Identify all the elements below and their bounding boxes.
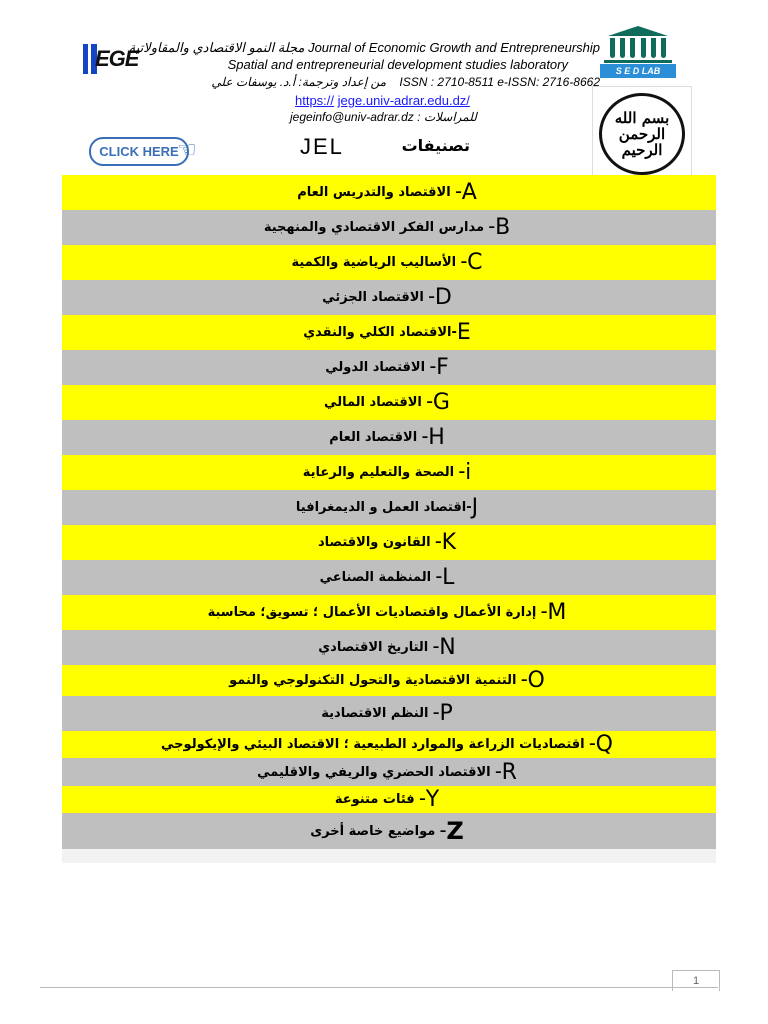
jel-code: A <box>461 180 477 205</box>
sed-lab-text: S E D LAB <box>600 64 676 78</box>
jel-code: Y <box>425 787 440 812</box>
pointing-hand-icon: ☜ <box>177 138 197 163</box>
jel-description: – الاقتصاد الحضري والريفي والاقليمي <box>257 764 502 780</box>
lab-name-line: Spatial and entrepreneurial development studies laboratory <box>227 57 568 72</box>
jel-code: N <box>439 635 456 660</box>
jel-description: – فئات متنوعة <box>334 792 426 807</box>
jel-description: – القانون والاقتصاد <box>317 535 442 550</box>
jel-code: F <box>436 355 449 380</box>
jel-description: – المنظمة الصناعي <box>319 570 443 585</box>
contact-email: jegeinfo@univ-adrar.dz : <box>290 110 421 124</box>
jel-row-q <box>62 731 716 758</box>
jel-classification-table <box>62 175 716 863</box>
jel-row-z <box>62 813 716 849</box>
author-credit: من إعداد وترجمة: أ.د. يوسفات علي <box>211 75 387 89</box>
jel-row-k <box>62 525 716 560</box>
jel-description: – الاقتصاد والتدريس العام <box>297 185 462 200</box>
link-url[interactable]: jege.univ-adrar.edu.dz/ <box>337 93 470 108</box>
jel-description: – اقتصاديات الزراعة والموارد الطبيعية ؛ الاقتصاد البيئي والإيكولوجي <box>161 737 596 752</box>
contact-label: للمراسلات <box>423 110 477 124</box>
jel-row-d <box>62 280 716 315</box>
jel-description: – الاقتصاد الجزئي <box>322 290 435 305</box>
jel-row-e <box>62 315 716 350</box>
jel-description: -الاقتصاد الكلي والنقدي <box>303 325 457 340</box>
jel-description: -اقتصاد العمل و الديمغرافيا <box>295 500 472 515</box>
jel-row-j <box>62 490 716 525</box>
jel-description: – النظم الاقتصادية <box>321 706 440 721</box>
jel-row-m <box>62 595 716 630</box>
jel-code: M <box>547 600 567 625</box>
jel-code: E <box>456 320 471 345</box>
link-prefix[interactable]: https:// <box>295 93 335 108</box>
page-title <box>300 134 470 162</box>
page-number: 1 <box>672 970 720 991</box>
jel-description: – الاقتصاد العام <box>329 430 429 445</box>
jel-row-y <box>62 786 716 813</box>
jel-code: Z <box>446 817 464 845</box>
jel-description: – مواضيع خاصة أخرى <box>310 823 447 839</box>
jel-row-p <box>62 696 716 731</box>
journal-link[interactable] <box>295 93 470 108</box>
jel-code: P <box>439 701 453 726</box>
jel-description: – الصحة والتعليم والرعاية <box>302 465 466 480</box>
issn-line <box>211 75 600 89</box>
jel-code: D <box>434 285 452 310</box>
jel-code: R <box>501 759 517 785</box>
jel-code: L <box>442 565 455 590</box>
jel-row-l <box>62 560 716 595</box>
title-en: JEL <box>300 134 344 159</box>
jel-row-g <box>62 385 716 420</box>
click-here-button[interactable] <box>89 136 207 166</box>
click-here-label[interactable]: CLICK HERE <box>89 137 189 166</box>
sed-lab-logo <box>600 26 676 80</box>
jel-description: – التنمية الاقتصادية والتحول التكنولوجي والنمو <box>229 673 528 688</box>
journal-title-line: مجلة النمو الاقتصادي والمقاولاتية Journal of Economic Growth and Entrepreneurship <box>128 40 600 55</box>
jel-code: J <box>471 495 479 520</box>
title-ar: تصنيفات <box>401 136 470 155</box>
jel-code: Q <box>595 732 613 757</box>
jel-description: – إدارة الأعمال واقتصاديات الأعمال ؛ تسويق؛ محاسبة <box>207 605 548 620</box>
jel-description: – مدارس الفكر الاقتصادي والمنهجية <box>263 220 496 235</box>
jel-code: C <box>467 250 483 275</box>
basmala-calligraphy <box>592 86 692 178</box>
jel-code: B <box>495 215 511 240</box>
jel-row-r <box>62 758 716 786</box>
jel-code: K <box>441 530 457 555</box>
jel-code: i <box>465 460 472 485</box>
journal-logo-text: EGE <box>95 46 139 71</box>
columns-icon <box>610 38 666 58</box>
jel-row-h <box>62 420 716 455</box>
jel-description: – الاقتصاد المالي <box>324 395 433 410</box>
jel-description: – الاقتصاد الدولي <box>325 360 437 375</box>
jel-code: G <box>432 390 450 415</box>
jel-code: H <box>428 425 445 450</box>
jel-row-a <box>62 175 716 210</box>
basmala-text: بسم الله الرحمن الرحيم <box>599 93 685 175</box>
jel-description: – الأساليب الرياضية والكمية <box>291 255 468 270</box>
issn-text: ISSN : 2710-8511 e-ISSN: 2716-8662 <box>399 75 600 89</box>
jel-row-n <box>62 630 716 665</box>
jel-row-i <box>62 455 716 490</box>
jel-description: – التاريخ الاقتصادي <box>318 640 440 655</box>
jel-row-f <box>62 350 716 385</box>
jel-row-c <box>62 245 716 280</box>
jel-code: O <box>527 668 545 693</box>
jel-row-b <box>62 210 716 245</box>
table-end-row <box>62 849 716 863</box>
footer-divider <box>40 987 718 988</box>
jel-row-o <box>62 665 716 696</box>
contact-line <box>290 110 477 124</box>
